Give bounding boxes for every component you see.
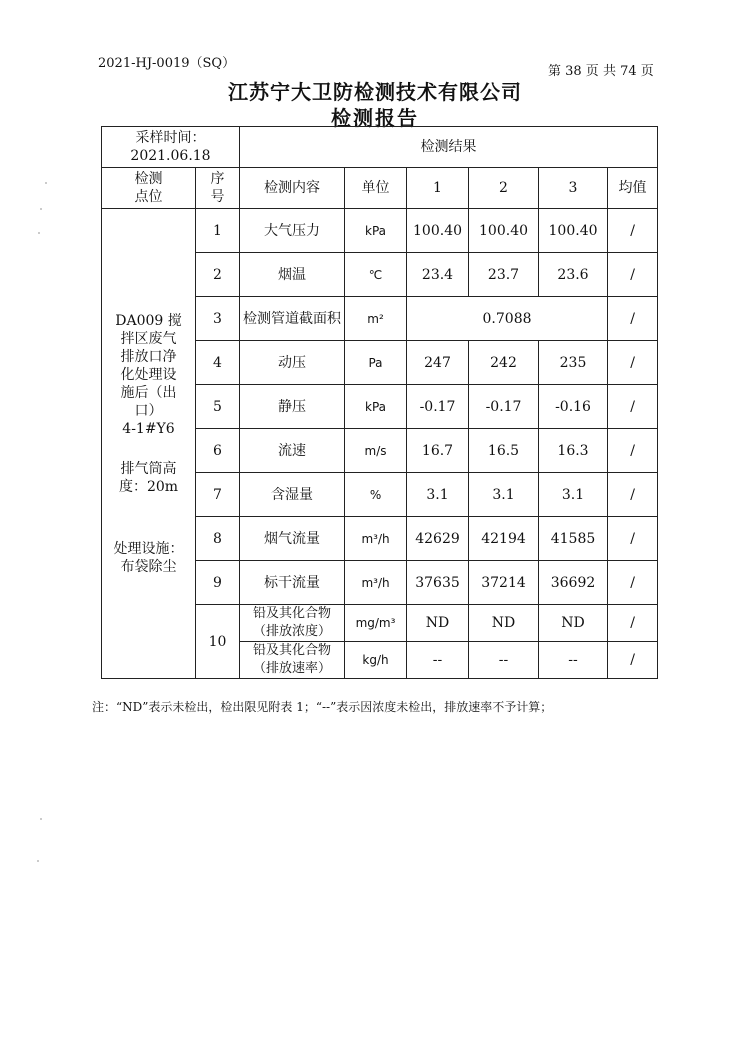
location-cell: DA009 搅 拌区废气 排放口净 化处理设 施后（出 口） 4-1#Y6 排气筒高 度：20m 处理设施： 布袋除尘 [102,209,196,679]
table-row: 铅及其化合物 （排放速率） kg/h -- -- -- / [102,642,658,679]
table-row: 10 铅及其化合物 （排放浓度） mg/m³ ND ND ND / [102,605,658,642]
col-seq: 序 号 [196,168,240,209]
col-location: 检测 点位 [102,168,196,209]
results-header: 检测结果 [240,127,658,168]
lead-concentration-item: 铅及其化合物 （排放浓度） [240,605,345,642]
table-row: 4 动压 Pa 247 242 235 / [102,341,658,385]
scan-speck [40,208,42,210]
sampling-date: 2021.06.18 [130,148,211,164]
lead-rate-item: 铅及其化合物 （排放速率） [240,642,345,679]
col-item: 检测内容 [240,168,345,209]
table-row: 7 含湿量 % 3.1 3.1 3.1 / [102,473,658,517]
sampling-time-label: 采样时间： [135,130,206,146]
col-unit: 单位 [345,168,407,209]
sampling-row [102,127,658,168]
col-result-2: 2 [469,168,539,209]
col-result-3: 3 [539,168,608,209]
table-row: 6 流速 m/s 16.7 16.5 16.3 / [102,429,658,473]
stack-height: 排气筒高 [120,460,177,477]
scan-speck [38,232,40,234]
report-title: 检测报告 [331,106,419,130]
table-row: 3 检测管道截面积 m² 0.7088 / [102,297,658,341]
sampling-time-cell [102,127,240,168]
company-name: 江苏宁大卫防检测技术有限公司 [228,80,522,104]
scan-speck [37,860,39,862]
merged-value: 0.7088 [407,297,608,341]
footnote: 注：“ND”表示未检出，检出限见附表 1；“--”表示因浓度未检出，排放速率不予计算； [92,700,553,714]
table-row: 9 标干流量 m³/h 37635 37214 36692 / [102,561,658,605]
detection-results-table [101,126,658,679]
scan-speck [40,818,42,820]
col-result-1: 1 [407,168,469,209]
col-average: 均值 [608,168,658,209]
table-row: 5 静压 kPa -0.17 -0.17 -0.16 / [102,385,658,429]
table-row: 8 烟气流量 m³/h 42629 42194 41585 / [102,517,658,561]
document-code: 2021-HJ-0019（SQ） [98,56,236,71]
column-header-row [102,168,658,209]
table-row: 2 烟温 ℃ 23.4 23.7 23.6 / [102,253,658,297]
treatment-facility: 处理设施： [113,540,184,557]
scan-speck [45,182,47,184]
page-number: 第 38 页 共 74 页 [548,64,654,79]
table-row: DA009 搅 拌区废气 排放口净 化处理设 施后（出 口） 4-1#Y6 排气筒高 度：20m 处理设施： 布袋除尘 1 大气压力 kPa 100.40 100.40 100.40 / [102,209,658,253]
